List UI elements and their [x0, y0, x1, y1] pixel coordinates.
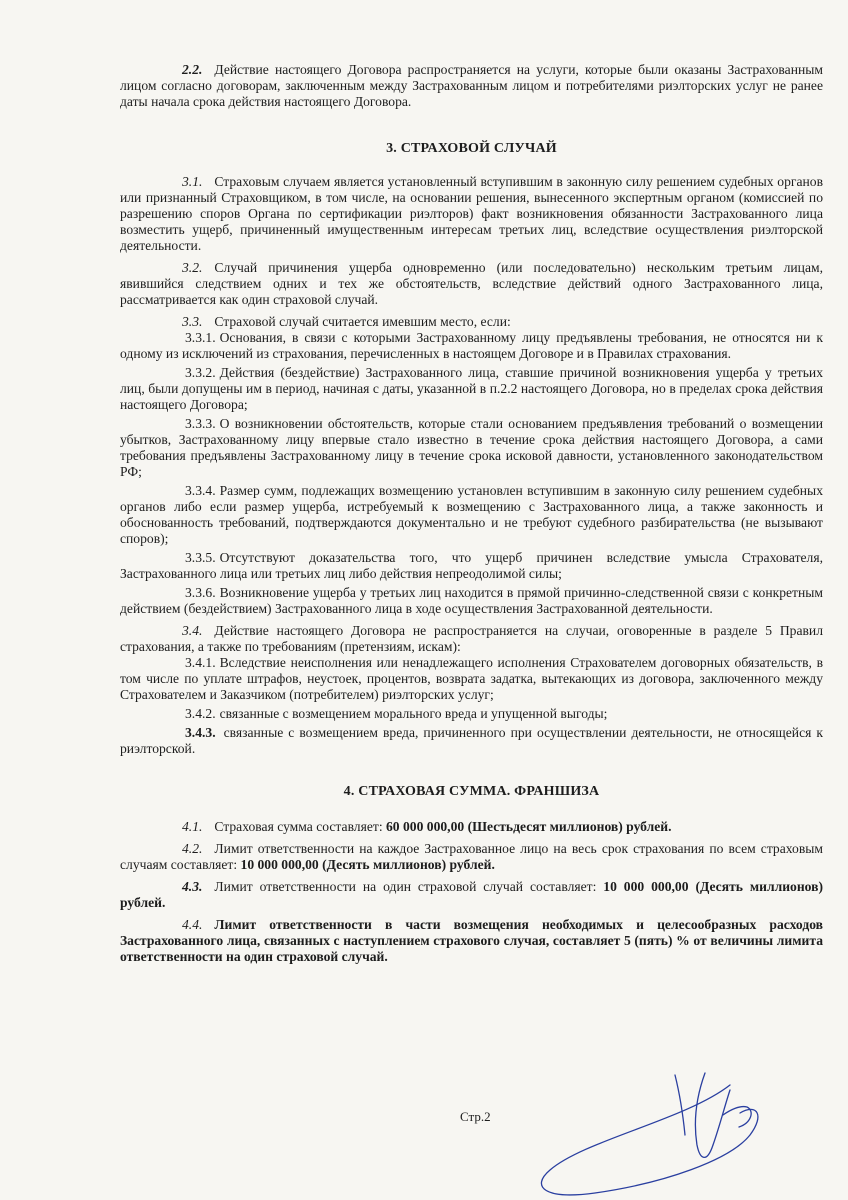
clause-4-1: 4.1. Страховая сумма составляет: 60 000 000,00 (Шестьдесят миллионов) рублей.	[182, 819, 672, 834]
signature-loop	[541, 1085, 757, 1195]
clause-3-4-1: 3.4.1. Вследствие неисполнения или ненадлежащего исполнения Страхователем договорных обязательств, в том числе по уплате штрафов, неустоек, процентов, возврата задатка, вытекающих из договора, заключенного между Страхователем и Заказчиком (потребителем) риэлторских услуг;	[120, 655, 823, 702]
clause-3-3: 3.3. Страховой случай считается имевшим место, если:	[182, 314, 511, 329]
clause-3-3-6: 3.3.6. Возникновение ущерба у третьих лиц находится в прямой причинно-следственной связи с конкретным действием (бездействием) Застрахованного лица в ходе осуществления Застрахованной деятельности.	[120, 585, 823, 616]
clause-3-2: 3.2. Случай причинения ущерба одновременно (или последовательно) нескольким третьим лицам, явившийся следствием одних и тех же обстоятельств, вследствие действий одного Застрахованного лица, рассматривается как один страховой случай.	[120, 260, 823, 307]
signature	[525, 1065, 775, 1200]
signature-stroke-3	[675, 1075, 685, 1135]
clause-3-3-3: 3.3.3. О возникновении обстоятельств, которые стали основанием предъявления требований о возмещении убытков, Застрахованному лицу впервые стало известно в течение срока действия настоящего Договора, а сами требования предъявлены Застрахованному лицу в течение срока исковой давности, установленного законодательством РФ;	[120, 416, 823, 479]
clause-2-2: 2.2. Действие настоящего Договора распространяется на услуги, которые были оказаны Застрахованным лицом согласно договорам, заключенным между Застрахованным лицом и потребителями риэлторских услуг не ранее даты начала срока действия настоящего Договора.	[120, 62, 823, 109]
clause-3-1: 3.1. Страховым случаем является установленный вступившим в законную силу решением судебных органов или признанный Страховщиком, в том числе, на основании решения, вынесенного экспертным органом (комиссией по разрешению споров Органа по сертификации риэлторов) факт возникновения обязанности Застрахованного лица возместить ущерб, причиненный имущественным интересам третьих лиц, вследствие осуществления риэлторской деятельности.	[120, 174, 823, 253]
clause-4-4: 4.4. Лимит ответственности в части возмещения необходимых и целесообразных расходов Застрахованного лица, связанных с наступлением страхового случая, составляет 5 (пять) % от величины лимита ответственности на один страховой случай.	[120, 917, 823, 964]
section-3-title: 3. СТРАХОВОЙ СЛУЧАЙ	[386, 141, 557, 156]
clause-3-3-5: 3.3.5. Отсутствуют доказательства того, что ущерб причинен вследствие умысла Страхователя, Застрахованного лица или третьих лиц либо действия непреодолимой силы;	[120, 550, 823, 581]
clause-4-2: 4.2. Лимит ответственности на каждое Застрахованное лицо на весь срок страхования по всем страховым случаям составляет: 10 000 000,00 (Десять миллионов) рублей.	[120, 841, 823, 872]
section-4-title: 4. СТРАХОВАЯ СУММА. ФРАНШИЗА	[343, 784, 600, 799]
signature-stroke-1	[695, 1073, 730, 1157]
clause-4-3: 4.3. Лимит ответственности на один страховой случай составляет: 10 000 000,00 (Десять миллионов) рублей.	[120, 879, 823, 910]
clause-3-3-4: 3.3.4. Размер сумм, подлежащих возмещению установлен вступившим в законную силу решением судебных органов либо если размер ущерба, истребуемый к возмещению с Застрахованного лица, а также законность и обоснованность требований, подтверждаются документально и не требуют судебного разбирательства (не вызывают споров);	[120, 483, 823, 546]
clause-3-4-2: 3.4.2. связанные с возмещением морального вреда и упущенной выгоды;	[185, 706, 608, 721]
page-number: Стр.2	[460, 1109, 491, 1124]
clause-3-3-1: 3.3.1. Основания, в связи с которыми Застрахованному лицу предъявлены требования, не относятся ни к одному из исключений из страхования, перечисленных в настоящем Договоре и в Правилах страхования.	[120, 330, 823, 361]
clause-3-4-3: 3.4.3. связанные с возмещением вреда, причиненного при осуществлении деятельности, не относящейся к риэлторской.	[120, 725, 823, 756]
clause-3-3-2: 3.3.2. Действия (бездействие) Застрахованного лица, ставшие причиной возникновения ущерба у третьих лиц, были допущены им в период, начиная с даты, указанной в п.2.2 настоящего Договора, но в пределах срока действия настоящего Договора;	[120, 365, 823, 412]
document-page	[120, 62, 823, 965]
clause-3-4: 3.4. Действие настоящего Договора не распространяется на случаи, оговоренные в разделе 5 Правил страхования, а также по требованиям (претензиям, искам):	[120, 623, 823, 654]
